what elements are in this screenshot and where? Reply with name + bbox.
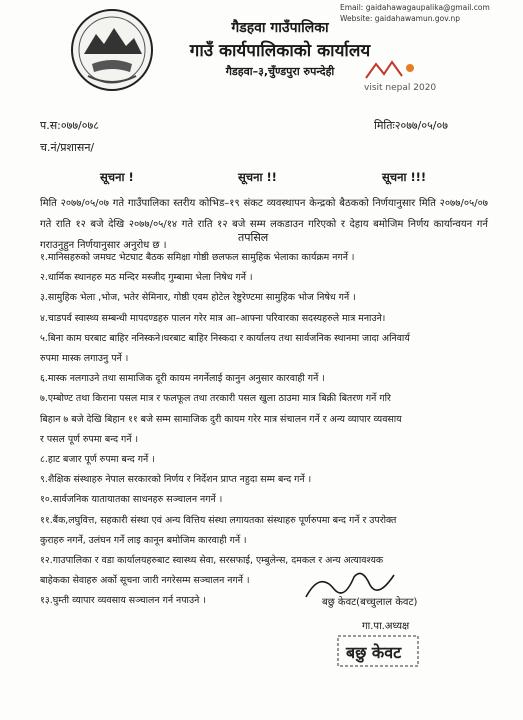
list-item: ९.शैक्षिक संस्थाहरु नेपाल सरकारको निर्णय र निर्देशन प्राप्त नहुदा सम्म बन्द गर्ने । [40,474,312,486]
municipality-name: गैडहवा गाउँपालिका [231,20,329,36]
office-name: गाउँ कार्यपालिकाको कार्यालय [189,41,371,61]
dispatch-number: च.नं/प्रशासन/ [40,141,95,154]
list-item: ६.मास्क नलगाउने तथा सामाजिक दूरी कायम नगर्नेलाई कानुन अनुसार कारवाही गर्ने । [40,373,325,385]
list-item: २.धार्मिक स्थानहरु मठ मन्दिर मस्जीद गुम्बामा भेला निषेध गर्ने । [40,272,253,284]
office-address: गैडहवा–३,चुँण्डपुरा रुपन्देही [225,65,335,78]
list-item: बाहेकका सेवाहरु अर्को सूचना जारी नगरेसम्म सञ्चालन नगर्ने । [40,575,250,587]
svg-text:बछु केवट: बछु केवट [346,643,402,662]
list-item: १०.सार्वजनिक यातायातका साधनहरु सञ्चालन नगर्ने । [40,494,223,506]
list-item: ७.एम्बोण्ट तथा किराना पसल मात्र र फलफूल तथा तरकारी पसल खुला ठाउमा मात्र बिक्री बितरण गर्ने गरि [40,393,391,405]
signatory-title: गा.पा.अध्यक्ष [362,621,410,632]
visit-nepal-2020-logo [360,58,448,98]
svg-text:visit nepal 2020: visit nepal 2020 [364,83,437,93]
contact-website: Website: gaidahawamun.gov.np [340,14,460,23]
name-stamp-icon [336,632,420,670]
intro-paragraph: मिति २०७७/०५/०७ गते गाउँपालिका स्तरीय कोभिड–१९ संकट व्यवस्थापन केन्द्रको बैठकको निर्णयानुसार मिति २०७७/०५/०७ गते राति १२ बजे देखि २०७७/०५/१४ गते राति १२ बजे सम्म लकडाउन गरिएको र देहाय बमोजिम निर्णय कार्यान्वयन गर्न गराउनुहुन निर्णयानुसार अनुरोध छ । [40,198,488,251]
list-item: बिहान ७ बजे देखि बिहान ११ बजे सम्म सामाजिक दुरी कायम गरेर मात्र संचालन गर्ने र अन्य व्यापार व्यवसाय [40,413,402,425]
list-item: १२.गाउपालिका र वडा कार्यालयहरुबाट स्वास्थ्य सेवा, सरसफाई, एम्बुलेन्स, दमकल र अन्य अत्यावश्यक [40,555,384,567]
reference-number: प.स:०७७/०७८ [40,119,99,132]
signatory-name: बछु केवट(बच्चुलाल केवट) [322,597,418,608]
issue-date: मितिः२०७७/०५/०७ [374,119,448,132]
notice-heading: सूचना !! [238,170,277,184]
list-item: कुराहरु नगर्ने, उलंघन गर्ने लाइ कानून बमोजिम कारवाही गर्ने । [40,534,247,546]
list-item: १३.घुम्ती व्यापार व्यवसाय सञ्चालन गर्न नपाउने । [40,595,206,607]
list-item: ८.हाट बजार पूर्ण रुपमा बन्द गर्ने । [40,454,155,466]
list-item: १.मानिसहरुको जमघट भेटघाट बैठक समिक्षा गोष्ठी छलफल सामुहिक भेलाका कार्यक्रम नगर्ने । [40,252,355,263]
contact-email: Email: gaidahawagaupalika@gmail.com [340,3,490,12]
list-item: रुपमा मास्क लगाउनु पर्ने । [40,353,129,365]
nepal-government-emblem-icon [70,8,154,92]
notice-heading: सूचना ! [100,170,134,184]
directive-list [40,248,490,612]
details-subheading: तपसिल [238,231,269,244]
list-item: ५.बिना काम घरबाट बाहिर ननिस्कने।घरबाट बाहिर निस्कदा र कार्यालय तथा सार्वजनिक स्थानमा जादा अनिवार्य [40,332,410,344]
list-item: ३.सामुहिक भेला ,भोज, भतेर सेमिनार, गोष्ठी एवम होटेल रेष्टुरेण्टमा सामुहिक भोज निषेध गर्ने । [40,292,356,304]
list-item: ११.बैंक,लघुवित्त, सहकारी संस्था एवं अन्य वित्तिय संस्था लगायतका संस्थाहरु पूर्णरुपमा बन्द गर्ने र उपरोक्त [40,514,397,526]
notice-heading: सूचना !!! [382,170,427,184]
list-item: र पसल पूर्ण रुपमा बन्द गर्ने । [40,433,139,445]
list-item: ४.चाडपर्व स्वास्थ्य सम्बन्धी मापदण्डहरु पालन गरेर मात्र आ–आफ्ना परिवारका सदस्यहरुले मात्र मनाउने। [40,312,386,324]
